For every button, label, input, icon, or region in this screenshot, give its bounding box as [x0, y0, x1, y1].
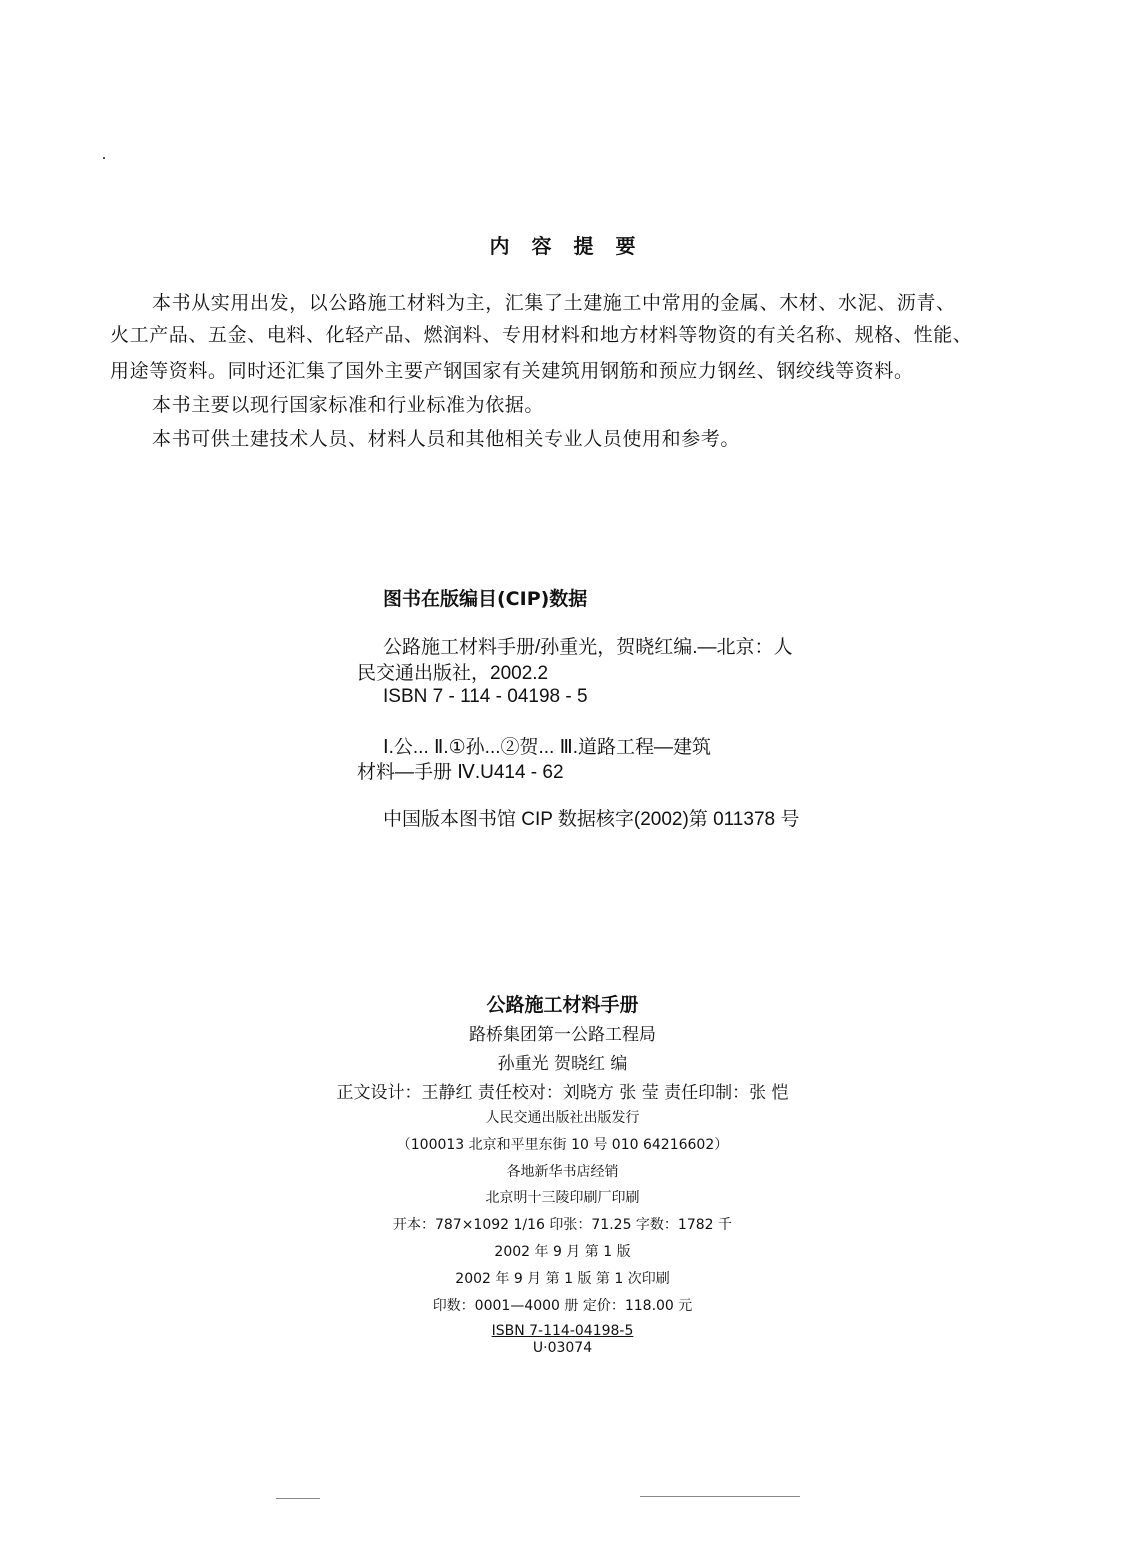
- cip-isbn: ISBN 7 - 114 - 04198 - 5: [383, 686, 588, 707]
- book-code: U·03074: [532, 1340, 593, 1356]
- cip-heading: 图书在版编目(CIP)数据: [383, 588, 588, 610]
- cip-classification-line-2: 材料—手册 Ⅳ.U414 - 62: [357, 762, 564, 783]
- cip-record-number: 中国版本图书馆 CIP 数据核字(2002)第 011378 号: [383, 809, 800, 830]
- credits-line: 正文设计：王静红 责任校对：刘晓方 张 莹 责任印制：张 恺: [336, 1083, 789, 1103]
- scan-artifact-left: [276, 1498, 320, 1499]
- publisher: 人民交通出版社出版发行: [485, 1110, 640, 1126]
- publisher-address: （100013 北京和平里东街 10 号 010 64216602）: [396, 1137, 729, 1153]
- scan-speck: [103, 157, 105, 159]
- printer: 北京明十三陵印刷厂印刷: [485, 1190, 640, 1206]
- isbn-number: ISBN 7-114-04198-5: [491, 1323, 634, 1339]
- cip-entry-line-2: 民交通出版社，2002.2: [357, 663, 549, 684]
- print-run-and-price: 印数：0001—4000 册 定价：118.00 元: [432, 1298, 693, 1314]
- summary-paragraph-1-line-2: 火工产品、五金、电料、化轻产品、燃润料、专用材料和地方材料等物资的有关名称、规格、性能、: [110, 324, 973, 346]
- scan-artifact-right: [640, 1496, 800, 1497]
- summary-paragraph-1-line-3: 用途等资料。同时还汇集了国外主要产钢国家有关建筑用钢筋和预应力钢丝、钢绞线等资料。: [110, 360, 914, 382]
- cip-classification-line-1: Ⅰ.公... Ⅱ.①孙...②贺... Ⅲ.道路工程—建筑: [383, 737, 711, 758]
- summary-paragraph-3: 本书可供土建技术人员、材料人员和其他相关专业人员使用和参考。: [152, 428, 741, 450]
- cip-entry-line-1: 公路施工材料手册/孙重光，贺晓红编.—北京：人: [383, 637, 793, 658]
- distributor: 各地新华书店经销: [506, 1164, 619, 1180]
- edition-info: 2002 年 9 月 第 1 版: [494, 1244, 631, 1260]
- book-title: 公路施工材料手册: [486, 994, 639, 1016]
- summary-title: 内容提要: [489, 234, 658, 258]
- organization: 路桥集团第一公路工程局: [469, 1025, 656, 1045]
- printing-info: 2002 年 9 月 第 1 版 第 1 次印刷: [455, 1271, 670, 1287]
- summary-paragraph-2: 本书主要以现行国家标准和行业标准为依据。: [152, 394, 545, 416]
- format-info: 开本：787×1092 1/16 印张：71.25 字数：1782 千: [392, 1217, 733, 1233]
- authors: 孙重光 贺晓红 编: [497, 1054, 628, 1074]
- summary-paragraph-1-line-1: 本书从实用出发，以公路施工材料为主，汇集了土建施工中常用的金属、木材、水泥、沥青、: [152, 292, 956, 314]
